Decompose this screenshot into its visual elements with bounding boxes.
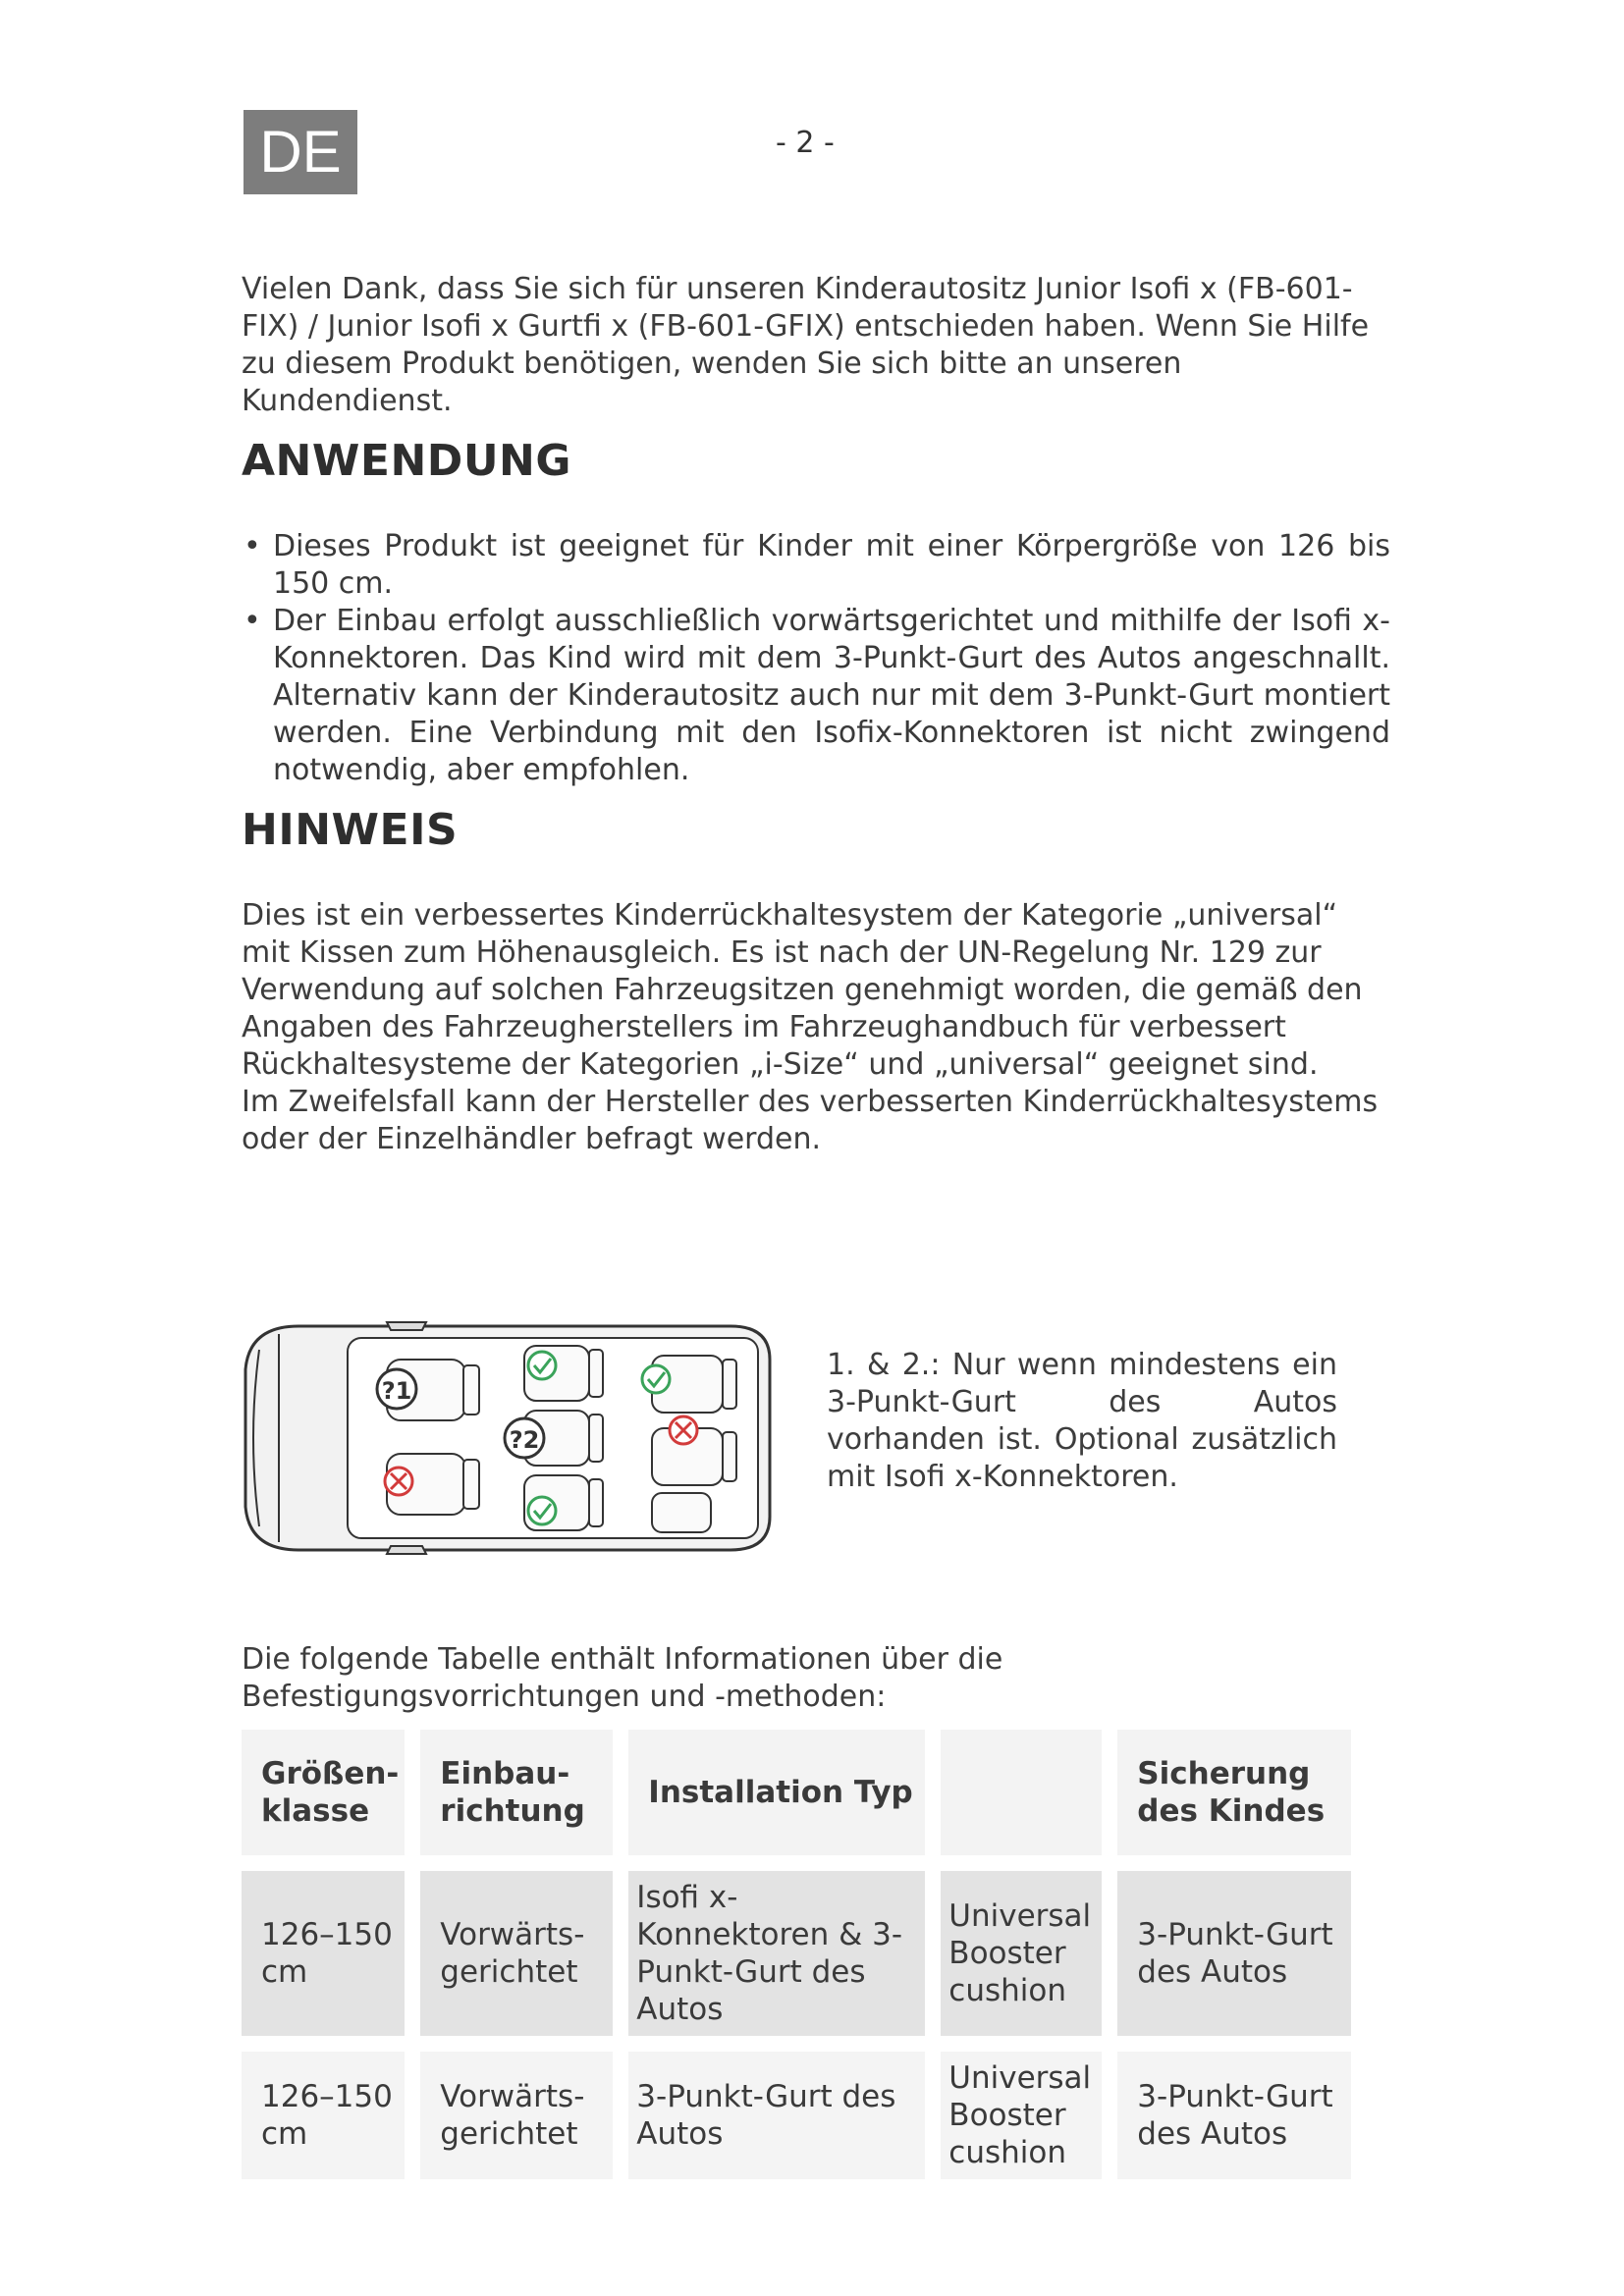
figure-caption: 1. & 2.: Nur wenn mindestens ein 3-Punkt-Gurt des Autos vorhanden ist. Optional zusätzlich mit Isofi x-Konnektoren. — [827, 1348, 1337, 1494]
table-header-cell — [941, 1730, 1102, 1855]
list-item: • Dieses Produkt ist geeignet für Kinder mit einer Körpergröße von 126 bis 150 cm. — [242, 528, 1390, 603]
page-number: - 2 - — [776, 126, 835, 160]
not-allowed-icon — [670, 1416, 697, 1444]
table-cell: Universal Booster cushion — [941, 1871, 1102, 2036]
question-2-icon — [505, 1418, 544, 1458]
intro-text — [242, 271, 1390, 420]
check-icon — [528, 1497, 556, 1524]
table-cell: 3-Punkt-Gurt des Autos — [628, 2052, 925, 2179]
language-badge: DE — [244, 110, 357, 194]
table-header-cell: Installation Typ — [628, 1730, 925, 1855]
check-icon — [642, 1365, 670, 1393]
anwendung-list — [242, 528, 1390, 789]
table-header-cell: Einbau-richtung — [420, 1730, 613, 1855]
table-cell: Isofi x-Konnektoren & 3-Punkt-Gurt des Autos — [628, 1871, 925, 2036]
anwendung-heading: ANWENDUNG — [242, 436, 571, 486]
table-cell: 3-Punkt-Gurt des Autos — [1117, 1871, 1351, 2036]
table-cell: 126–150 cm — [242, 2052, 405, 2179]
table-row — [242, 2052, 1351, 2179]
car-seating-diagram — [240, 1320, 780, 1556]
table-row — [242, 1871, 1351, 2036]
installation-table — [242, 1730, 1367, 2195]
hinweis-heading: HINWEIS — [242, 805, 459, 855]
question-2-label: ?2 — [509, 1426, 540, 1454]
table-cell: 3-Punkt-Gurt des Autos — [1117, 2052, 1351, 2179]
list-item: • Der Einbau erfolgt ausschließlich vorwärtsgerichtet und mithilfe der Isofi x-Konnektoren. Das Kind wird mit dem 3-Punkt-Gurt des Autos angeschnallt. Alternativ kann der Kinderautositz auch nur mit dem 3-Punkt-Gurt montiert werden. Eine Verbindung mit den Isofix-Konnektoren ist nicht zwingend notwendig, aber empfohlen. — [242, 603, 1390, 789]
check-icon — [528, 1352, 556, 1379]
question-1-label: ?1 — [381, 1377, 412, 1405]
table-header-cell: Größen-klasse — [242, 1730, 405, 1855]
table-intro-text: Die folgende Tabelle enthält Informationen über die Befestigungsvorrichtungen und -methoden: — [242, 1642, 1003, 1714]
table-header-row — [242, 1730, 1351, 1855]
hinweis-paragraph-2: Im Zweifelsfall kann der Hersteller des verbesserten Kinderrückhaltesystems oder der Einzelhändler befragt werden. — [242, 1085, 1379, 1156]
not-allowed-icon — [385, 1468, 412, 1495]
table-cell: Universal Booster cushion — [941, 2052, 1102, 2179]
table-cell: Vorwärts-gerichtet — [420, 1871, 613, 2036]
hinweis-paragraph-1: Dies ist ein verbessertes Kinderrückhaltesystem der Kategorie „universal“ mit Kissen zum Höhenausgleich. Es ist nach der UN-Regelung Nr. 129 zur Verwendung auf solchen Fahrzeugsitzen genehmigt worden, die gemäß den Angaben des Fahrzeugherstellers im Fahrzeughandbuch für verbessert Rückhaltesysteme der Kategorien „i-Size“ und „universal“ geeignet sind. — [242, 898, 1363, 1082]
intro-paragraph: Vielen Dank, dass Sie sich für unseren Kinderautositz Junior Isofi x (FB-601-FIX) / Junior Isofi x Gurtfi x (FB-601-GFIX) entschieden haben. Wenn Sie Hilfe zu diesem Produkt benötigen, wenden Sie sich bitte an unseren Kundendienst. — [242, 272, 1370, 418]
hinweis-text — [242, 897, 1390, 1158]
question-1-icon — [377, 1369, 416, 1409]
table-cell: 126–150 cm — [242, 1871, 405, 2036]
table-cell: Vorwärts-gerichtet — [420, 2052, 613, 2179]
table-header-cell: Sicherung des Kindes — [1117, 1730, 1351, 1855]
table-intro — [242, 1641, 1390, 1716]
